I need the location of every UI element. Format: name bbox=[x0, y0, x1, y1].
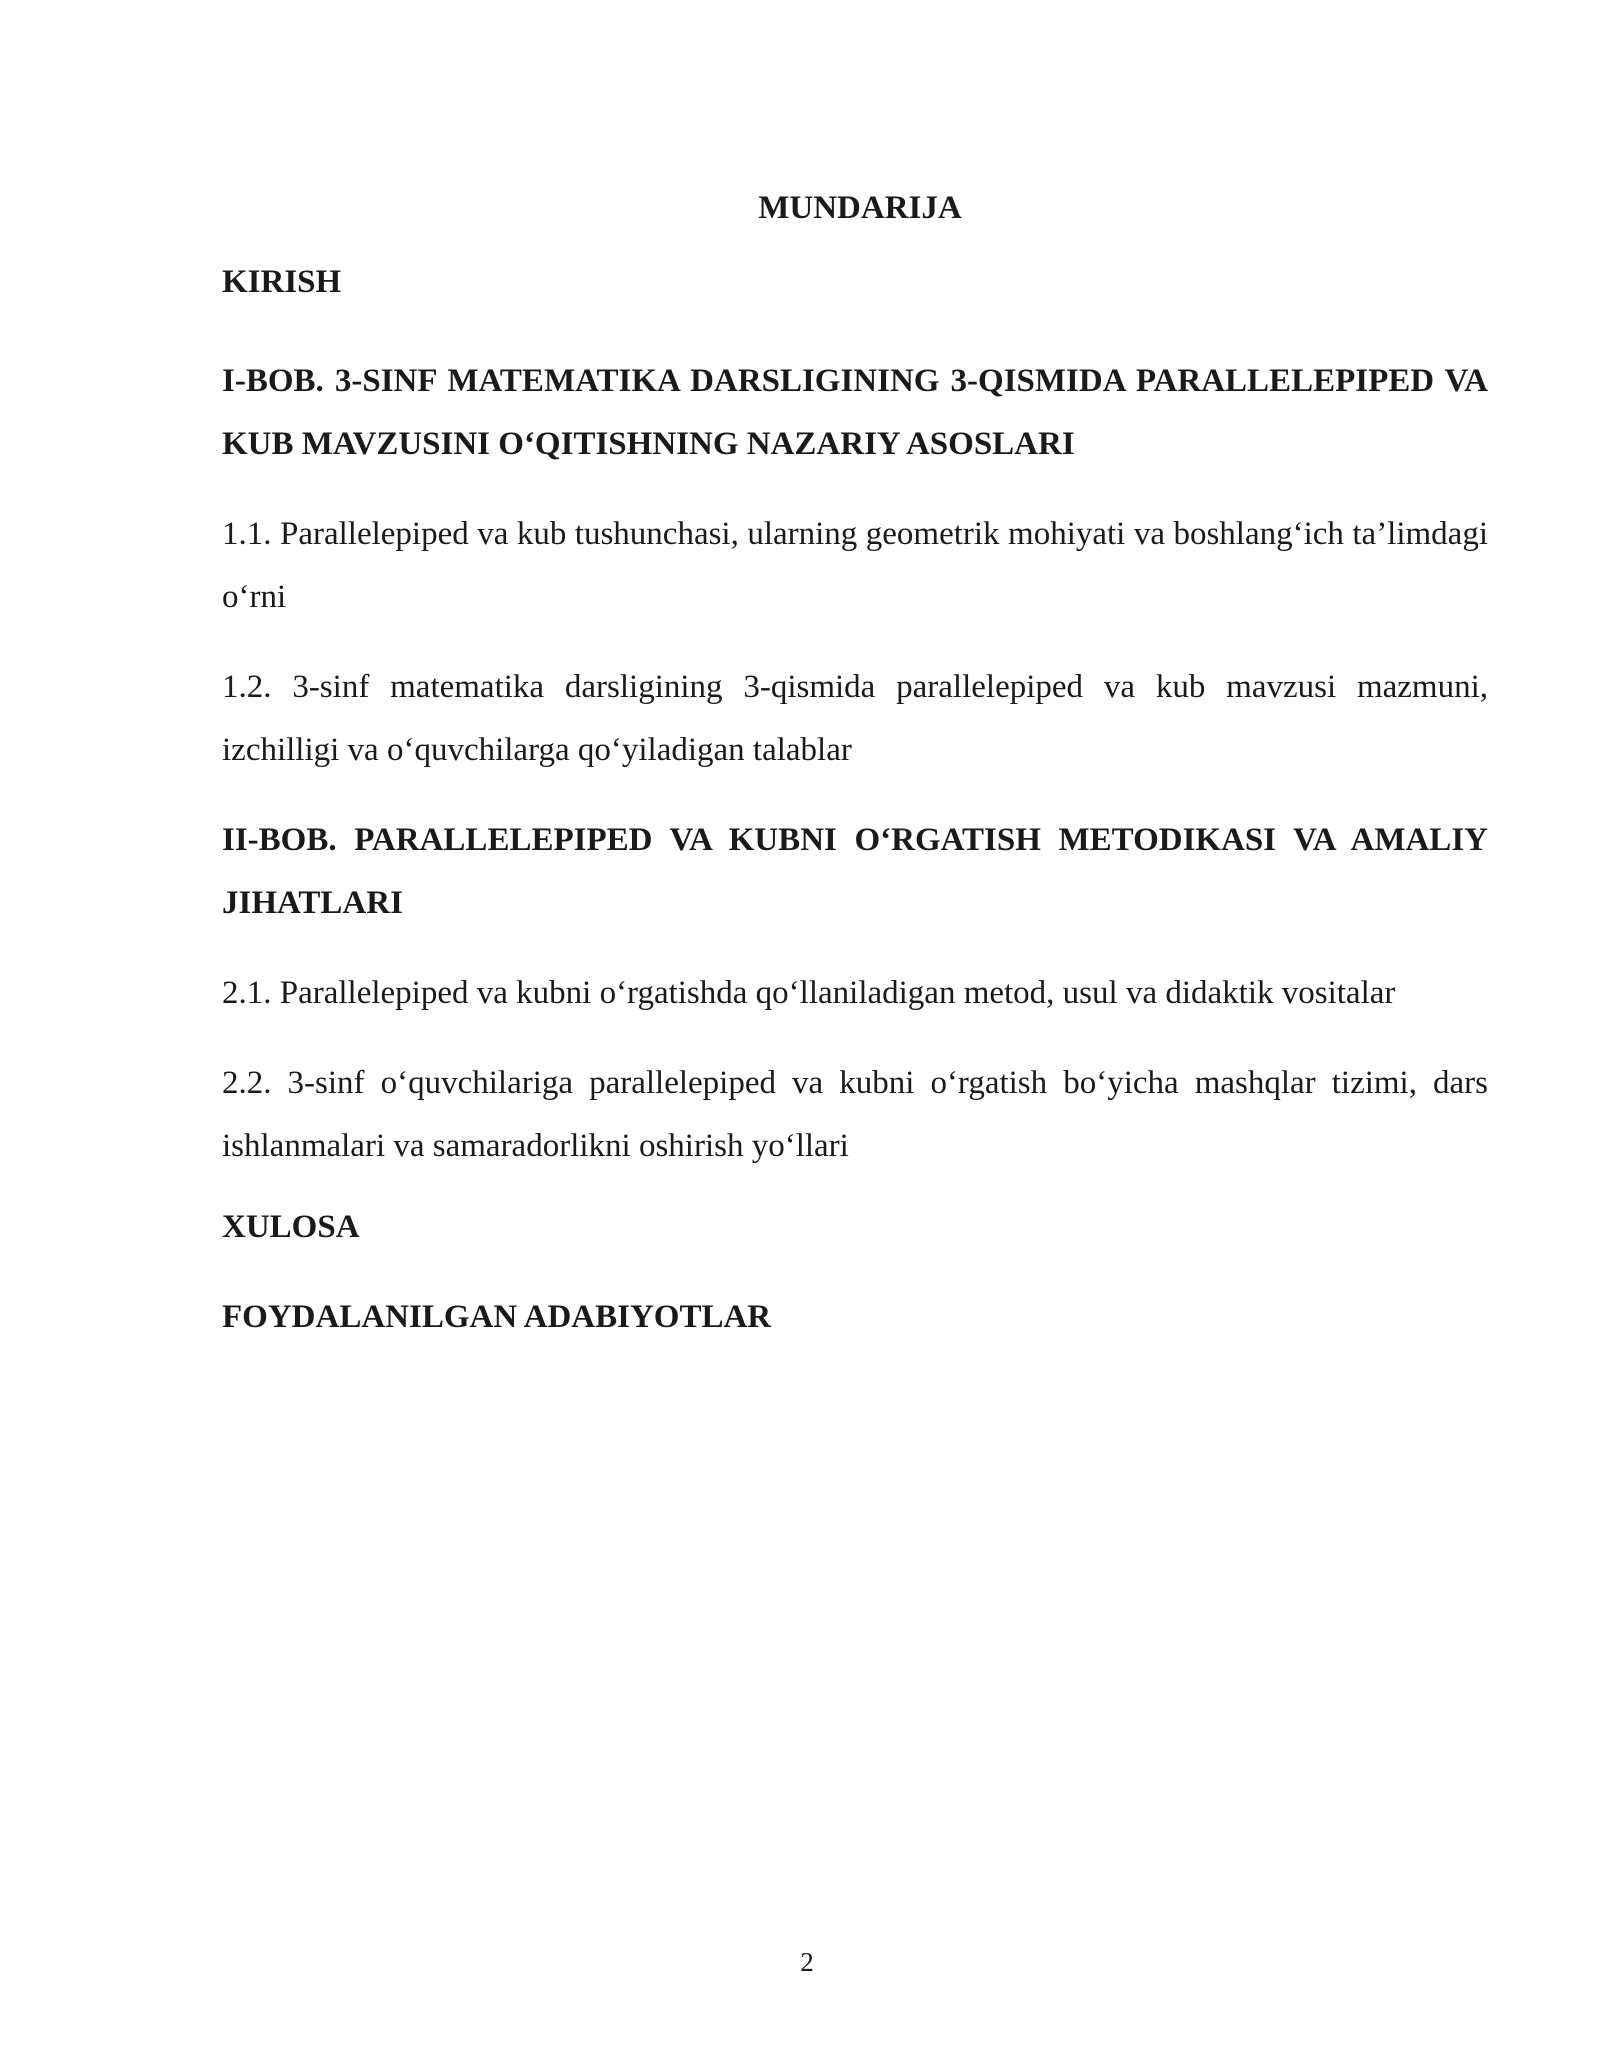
toc-entry-section-1-2: 1.2. 3-sinf matematika darsligining 3-qismida parallelepiped va kub mavzusi mazmuni, izchilligi va o‘quvchilarga qo‘yiladigan talablar bbox=[222, 669, 1488, 768]
toc-entry-section-2-1: 2.1. Parallelepiped va kubni o‘rgatishda qo‘llaniladigan metod, usul va didaktik vositalar bbox=[222, 975, 1396, 1011]
toc-entry-section-1-1: 1.1. Parallelepiped va kub tushunchasi, ularning geometrik mohiyati va boshlang‘ich ta’limdagi o‘rni bbox=[222, 516, 1488, 615]
toc-entry-introduction: KIRISH bbox=[222, 264, 342, 300]
toc-entry-section-2-2: 2.2. 3-sinf o‘quvchilariga parallelepiped va kubni o‘rgatish bo‘yicha mashqlar tizimi, dars ishlanmalari va samaradorlikni oshirish yo‘llari bbox=[222, 1065, 1488, 1164]
toc-entry-conclusion: XULOSA bbox=[222, 1209, 360, 1245]
toc-title: MUNDARIJA bbox=[758, 190, 962, 226]
page-number: 2 bbox=[800, 1947, 814, 1977]
table-of-contents bbox=[222, 186, 1488, 1385]
toc-entry-chapter-2: II-BOB. PARALLELEPIPED VA KUBNI O‘RGATISH METODIKASI VA AMALIY JIHATLARI bbox=[222, 822, 1488, 921]
toc-entry-references: FOYDALANILGAN ADABIYOTLAR bbox=[222, 1299, 772, 1335]
toc-entry-chapter-1: I-BOB. 3-SINF MATEMATIKA DARSLIGINING 3-QISMIDA PARALLELEPIPED VA KUB MAVZUSINI O‘QITISHNING NAZARIY ASOSLARI bbox=[222, 363, 1488, 462]
